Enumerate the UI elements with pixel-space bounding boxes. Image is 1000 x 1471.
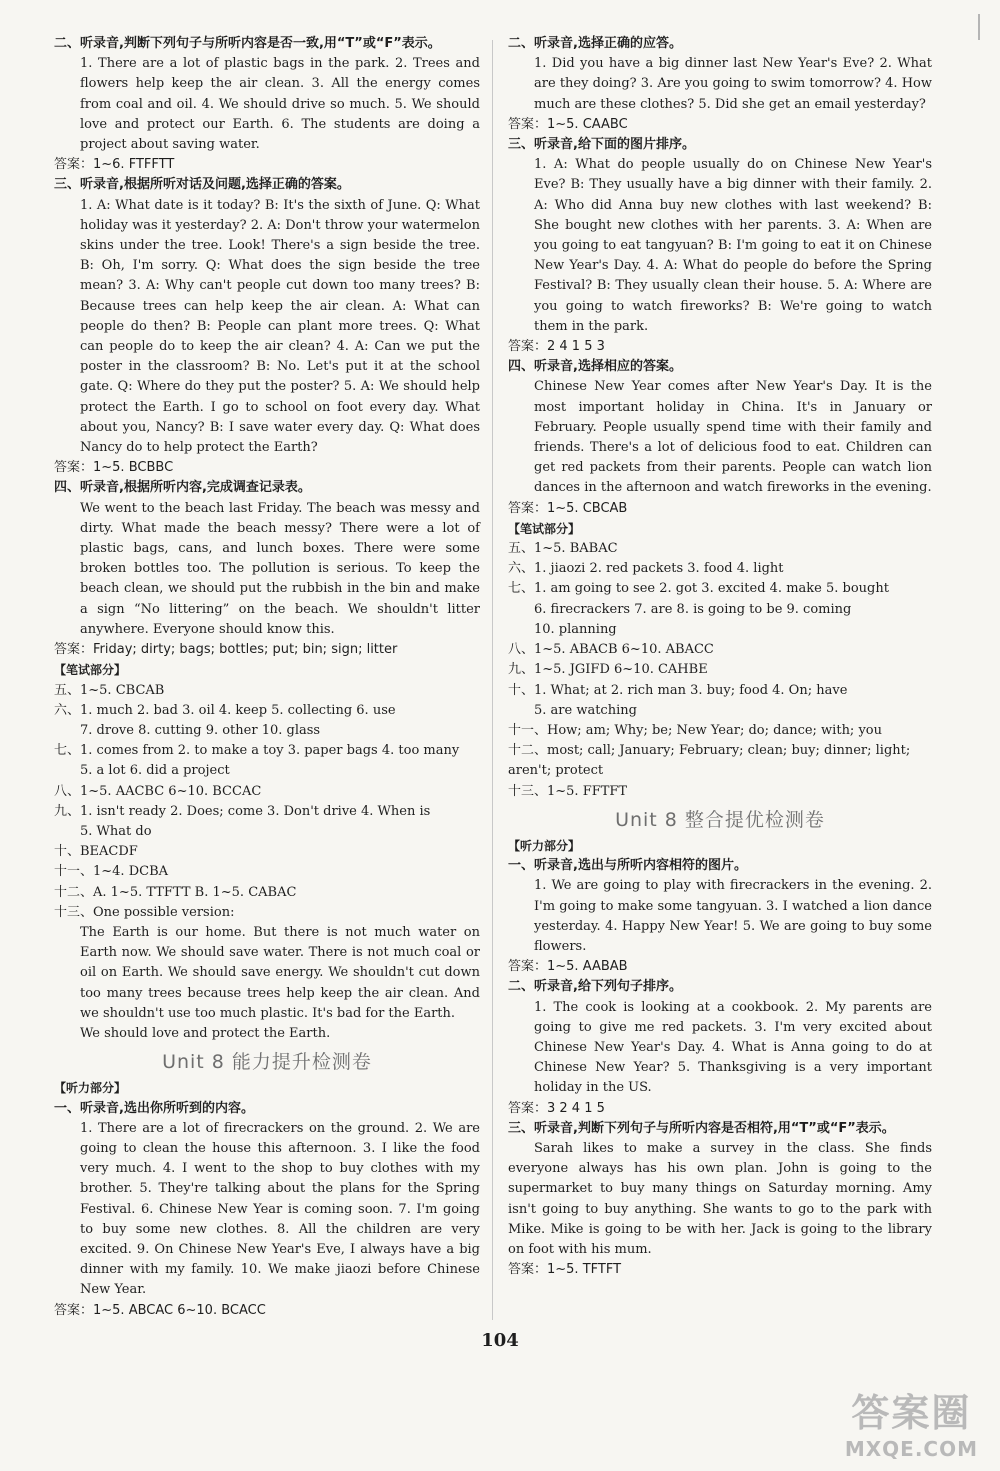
- answer-line-continued: 10. planning: [534, 621, 617, 637]
- answer-line: 九、1~5. JGIFD 6~10. CAHBE: [508, 662, 708, 678]
- paragraph: 1. A: What date is it today? B: It's the sixth of June. Q: What holiday was it yesterday? 2. A: Don't throw your watermelon skins under the tree. Look! There's a sign beside the tree. B: Oh, I'm sorry. Q: What does the sign beside the tree mean? 3. A: Why can't people cut down too many trees? B: Because trees can help keep the air clean. A: What can people do then? B: People can plant more trees. Q: What can people do to keep the air clean? 4. A: Can we put the poster in the classroom? B: No. Let's put it at the school gate. Q: Where do they put the poster? 5. A: We should help protect the Earth. I go to school on foot every day. What about you, Nancy? B: I save water every day. Q: What does Nancy do to help protect the Earth?: [80, 197, 480, 456]
- answer-line: 十二、most; call; January; February; clean; buy; dinner; light; aren't; protect: [508, 743, 911, 779]
- answer-line: 八、1~5. ABACB 6~10. ABACC: [508, 642, 714, 658]
- page-edge-mark: [978, 14, 980, 40]
- watermark-brand: 答案圈: [851, 1391, 972, 1435]
- paragraph: The Earth is our home. But there is not much water on Earth now. We should save water. There is not much coal or oil on Earth. We should save energy. We shouldn't cut down too many trees because trees help keep the air clean. And we shouldn't use too much plastic. It's bad for the Earth.: [80, 924, 480, 1021]
- answer-line: 六、1. jiaozi 2. red packets 3. food 4. light: [508, 561, 784, 577]
- paragraph: 1. A: What do people usually do on Chinese New Year's Eve? B: They usually have a big dinner with their family. 2. A: Who did Anna buy new clothes with last weekend? B: She bought new clothes with her parents. 3. A: When are you going to eat tangyuan? B: I'm going to eat it on Chinese New Year's Day. 4. A: What do people do before the Spring Festival? B: They usually clean their house. 5. A: Where are you going to watch fireworks? B: We're going to watch them in the park.: [534, 157, 932, 334]
- question-heading: 二、听录音,选择正确的应答。: [508, 36, 682, 51]
- section-label: 【笔试部分】: [54, 663, 127, 678]
- question-heading: 三、听录音,给下面的图片排序。: [508, 137, 695, 153]
- answer-line: 答案：2 4 1 5 3: [508, 339, 605, 355]
- question-heading: 一、听录音,选出你所听到的内容。: [54, 1100, 254, 1116]
- paragraph: We went to the beach last Friday. The beach was messy and dirty. What made the beach messy? There were a lot of plastic bags, cans, and lunch boxes. There were some broken bottles too. The pollution is serious. To keep the beach clean, we should put the rubbish in the bin and make a sign “No littering” on the beach. We shouldn't litter anywhere. Everyone should know this.: [80, 500, 480, 637]
- answer-line: 五、1~5. BABAC: [508, 541, 618, 557]
- answer-line: 十、1. What; at 2. rich man 3. buy; food 4. On; have: [508, 682, 848, 698]
- answer-line-continued: 5. are watching: [534, 702, 637, 718]
- answer-line: 十、BEACDF: [54, 844, 138, 860]
- watermark-url: MXQE.COM: [844, 1437, 978, 1461]
- answer-line: 九、1. isn't ready 2. Does; come 3. Don't drive 4. When is: [54, 803, 431, 819]
- answer-line-continued: 5. What do: [80, 823, 152, 839]
- answer-line: 十一、How; am; Why; be; New Year; do; dance; with; you: [508, 722, 882, 738]
- column-divider: [492, 40, 493, 1320]
- answer-line: 十三、1~5. FFTFT: [508, 783, 628, 799]
- answer-line: 十三、One possible version:: [54, 904, 235, 920]
- section-label: 【听力部分】: [54, 1081, 127, 1096]
- answer-line: 答案：Friday; dirty; bags; bottles; put; bin; sign; litter: [54, 642, 398, 658]
- paragraph: 1. There are a lot of firecrackers on the ground. 2. We are going to clean the house this afternoon. 3. I like the food very much. 4. I went to the shop to buy clothes with my brother. 5. They're talking about the plans for the Spring Festival. 6. Chinese New Year is coming soon. 7. I'm going to buy some new clothes. 8. All the children are very excited. 9. On Chinese New Year's Eve, I always have a big dinner with my family. 10. We make jiaozi before Chinese New Year.: [80, 1120, 480, 1298]
- paragraph: Sarah likes to make a survey in the class. She finds everyone always has his own plan. John is going to the supermarket to buy many things on Saturday morning. Amy isn't going to buy anything. She wants to go to the park with Mike. Mike is going to be with her. Jack is going to the library on foot with his mum.: [508, 1140, 932, 1257]
- question-heading: 二、听录音,给下列句子排序。: [508, 979, 682, 995]
- answer-line: 答案：1~5. CAABC: [508, 116, 628, 132]
- paragraph: 1. We are going to play with firecrackers in the evening. 2. I'm going to make some tangyuan. 3. I watched a lion dance yesterday. 4. Happy New Year! 5. We are going to buy some flowers.: [534, 878, 932, 954]
- page-number: 104: [481, 1330, 519, 1351]
- answer-line-continued: 5. a lot 6. did a project: [80, 763, 230, 779]
- left-column: [54, 34, 480, 1321]
- unit-title: Unit 8 能力提升检测卷: [162, 1051, 372, 1074]
- answer-line: 答案：1~5. ABCAC 6~10. BCACC: [54, 1302, 266, 1318]
- paragraph: We should love and protect the Earth.: [80, 1025, 331, 1041]
- answer-line: 答案：1~5. TFTFT: [508, 1262, 622, 1278]
- answer-line: 七、1. am going to see 2. got 3. excited 4. make 5. bought: [508, 581, 889, 597]
- answer-line: 十一、1~4. DCBA: [54, 864, 169, 880]
- paragraph: 1. Did you have a big dinner last New Year's Eve? 2. What are they doing? 3. Are you going to swim tomorrow? 4. How much are these clothes? 5. Did she get an email yesterday?: [534, 56, 932, 112]
- watermark-logo: [845, 1382, 978, 1461]
- question-heading: 三、听录音,判断下列句子与所听内容是否相符,用“T”或“F”表示。: [508, 1120, 895, 1136]
- unit-title: Unit 8 整合提优检测卷: [615, 808, 825, 831]
- answer-line-continued: 7. drove 8. cutting 9. other 10. glass: [80, 722, 321, 738]
- answer-line: 答案：1~5. BCBBC: [54, 460, 174, 476]
- question-heading: 一、听录音,选出与所听内容相符的图片。: [508, 858, 747, 874]
- question-heading: 三、听录音,根据所听对话及问题,选择正确的答案。: [54, 177, 350, 193]
- section-label: 【笔试部分】: [508, 521, 581, 536]
- answer-line: 答案：1~6. FTFFTT: [54, 157, 175, 173]
- question-heading: 四、听录音,选择相应的答案。: [508, 359, 682, 375]
- section-label: 【听力部分】: [508, 838, 581, 853]
- paragraph: Chinese New Year comes after New Year's Day. It is the most important holiday in China. It's in January or February. People usually spend time with their family and friends. There's a lot of delicious food to eat. Children can get red packets from their parents. People can watch lion dances in the afternoon and watch fireworks in the evening.: [534, 379, 932, 496]
- question-heading: 二、听录音,判断下列句子与所听内容是否一致,用“T”或“F”表示。: [54, 36, 441, 51]
- answer-line: 答案：1~5. AABAB: [508, 959, 628, 975]
- paragraph: 1. There are a lot of plastic bags in the park. 2. Trees and flowers help keep the air clean. 3. All the energy comes from coal and oil. 4. We should drive so much. 5. We should love and protect our Earth. 6. The students are doing a project about saving water.: [80, 56, 480, 153]
- answer-line: 七、1. comes from 2. to make a toy 3. paper bags 4. too many: [54, 743, 460, 759]
- answer-line: 五、1~5. CBCAB: [54, 682, 165, 698]
- right-column: [508, 34, 932, 1280]
- answer-line-continued: 6. firecrackers 7. are 8. is going to be 9. coming: [534, 601, 852, 617]
- answer-line: 十二、A. 1~5. TTFTT B. 1~5. CABAC: [54, 884, 297, 900]
- answer-line: 六、1. much 2. bad 3. oil 4. keep 5. collecting 6. use: [54, 702, 396, 718]
- paragraph: 1. The cook is looking at a cookbook. 2. My parents are going to give me red packets. 3. I'm very excited about Chinese New Year's Day. 4. What is Anna going to do at Chinese New Year? 5. Thanksgiving is a very important holiday in the US.: [534, 999, 932, 1096]
- answer-line: 答案：1~5. CBCAB: [508, 500, 628, 516]
- answer-line: 八、1~5. AACBC 6~10. BCCAC: [54, 783, 262, 799]
- answer-line: 答案：3 2 4 1 5: [508, 1100, 605, 1116]
- question-heading: 四、听录音,根据所听内容,完成调查记录表。: [54, 480, 311, 496]
